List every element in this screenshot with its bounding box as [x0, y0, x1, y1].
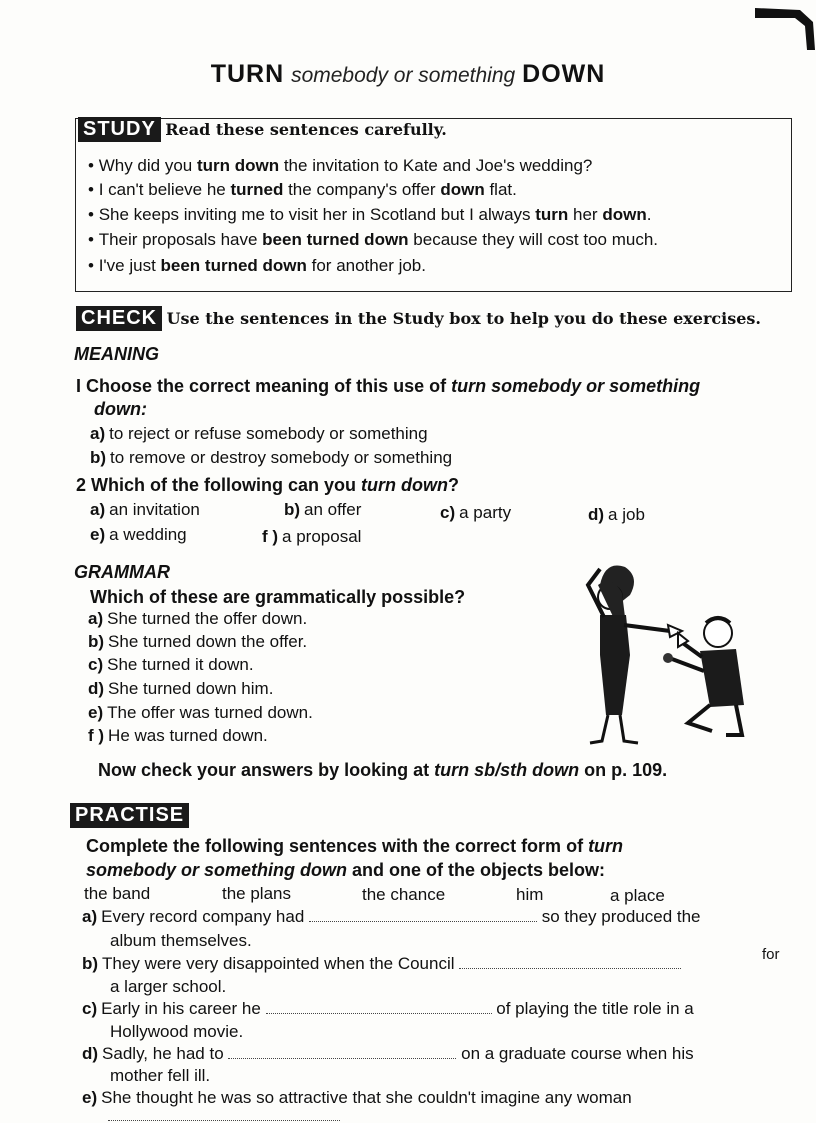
practise-sentence-a-line2: album themselves. — [110, 931, 252, 950]
study-tag: STUDY — [78, 117, 161, 142]
meaning-heading: MEANING — [74, 344, 159, 364]
proposal-refusal-illustration — [560, 555, 760, 755]
practise-sentence-b: b) They were very disappointed when the Council — [82, 954, 681, 974]
study-sentence-3: • She keeps inviting me to visit her in Scotland but I always turn her down. — [88, 205, 652, 224]
blank-a[interactable] — [309, 911, 537, 922]
answer-check-note: Now check your answers by looking at turn sb/sth down on p. 109. — [98, 760, 668, 780]
blank-b[interactable] — [459, 958, 681, 969]
practise-instruction-line2: somebody or something down and one of the objects below: — [86, 860, 606, 880]
q1-option-b: b) to remove or destroy somebody or something — [90, 448, 453, 467]
grammar-option-b: b) She turned down the offer. — [88, 632, 308, 651]
practise-sentence-b-for: for — [762, 946, 780, 963]
object-the-band: the band — [84, 884, 151, 903]
study-sentence-5: • I've just been turned down for another job. — [88, 256, 426, 275]
question-2: 2 Which of the following can you turn down? — [76, 475, 459, 495]
practise-sentence-c: c) Early in his career he of playing the title role in a — [82, 999, 694, 1018]
practise-sentence-b-line2: a larger school. — [110, 977, 227, 996]
q2-option-d: d) a job — [588, 505, 645, 524]
practise-instruction: Complete the following sentences with the correct form of turn — [86, 836, 624, 856]
page-title: TURN somebody or something DOWN — [210, 60, 606, 88]
q2-option-a: a) an invitation — [90, 500, 200, 519]
question-1: I Choose the correct meaning of this use of turn somebody or something — [76, 376, 701, 396]
q2-option-b: b) an offer — [284, 500, 362, 519]
grammar-option-a: a) She turned the offer down. — [88, 609, 308, 628]
check-header — [76, 306, 761, 331]
corner-tab-decoration — [755, 0, 816, 50]
object-him: him — [516, 885, 544, 904]
check-tag: CHECK — [76, 306, 162, 331]
practise-sentence-c-line2: Hollywood movie. — [110, 1022, 244, 1041]
study-sentence-4: • Their proposals have been turned down because they will cost too much. — [88, 230, 659, 249]
grammar-option-d: d) She turned down him. — [88, 679, 274, 698]
q2-option-e: e) a wedding — [90, 525, 187, 544]
grammar-option-c: c) She turned it down. — [88, 655, 254, 674]
study-instruction: Read these sentences carefully. — [165, 120, 447, 139]
practise-sentence-d: d) Sadly, he had to on a graduate course when his — [82, 1044, 694, 1063]
practise-sentence-d-line2: mother fell ill. — [110, 1066, 211, 1085]
grammar-option-f: f ) He was turned down. — [88, 726, 268, 745]
object-the-chance: the chance — [362, 885, 446, 904]
blank-d[interactable] — [228, 1048, 456, 1059]
study-sentence-1: • Why did you turn down the invitation to Kate and Joe's wedding? — [88, 156, 593, 175]
study-header — [78, 117, 447, 142]
grammar-heading: GRAMMAR — [74, 562, 170, 582]
q2-option-c: c) a party — [440, 503, 512, 522]
object-the-plans: the plans — [222, 884, 291, 903]
grammar-option-e: e) The offer was turned down. — [88, 703, 313, 722]
question-1-line2: down: — [94, 399, 147, 419]
q1-option-a: a) to reject or refuse somebody or something — [90, 424, 428, 443]
practise-header — [70, 803, 189, 828]
practise-tag: PRACTISE — [70, 803, 189, 828]
check-instruction: Use the sentences in the Study box to help you do these exercises. — [166, 309, 761, 328]
q2-option-f: f ) a proposal — [262, 527, 362, 546]
blank-e[interactable] — [108, 1110, 340, 1121]
grammar-question: Which of these are grammatically possible? — [90, 587, 466, 607]
object-a-place: a place — [610, 886, 665, 905]
study-sentence-2: • I can't believe he turned the company's offer down flat. — [88, 180, 517, 199]
blank-c[interactable] — [266, 1003, 492, 1014]
practise-sentence-e: e) She thought he was so attractive that she couldn't imagine any woman — [82, 1088, 632, 1107]
practise-sentence-a: a) Every record company had so they produced the — [82, 907, 701, 926]
